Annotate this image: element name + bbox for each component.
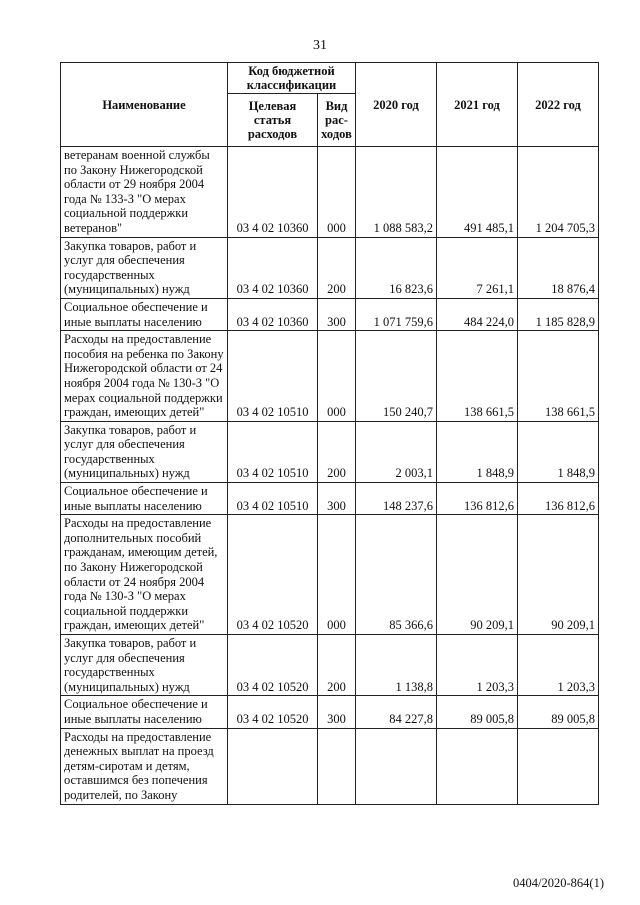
row-2020-cell: 1 071 759,6 bbox=[356, 298, 437, 330]
table-row bbox=[61, 331, 599, 422]
row-2021-cell: 491 485,1 bbox=[437, 147, 518, 238]
table-row bbox=[61, 237, 599, 298]
row-2021-cell: 136 812,6 bbox=[437, 483, 518, 515]
row-name-cell: Социальное обеспечение и иные выплаты населению bbox=[61, 483, 228, 515]
page-number: 31 bbox=[313, 38, 327, 53]
table-row bbox=[61, 696, 599, 728]
row-code-cell: 03 4 02 10520 bbox=[228, 635, 318, 696]
row-type-cell: 000 bbox=[318, 331, 356, 422]
row-code-cell: 03 4 02 10510 bbox=[228, 331, 318, 422]
row-code-cell: 03 4 02 10360 bbox=[228, 147, 318, 238]
table-row bbox=[61, 421, 599, 482]
row-type-cell: 200 bbox=[318, 635, 356, 696]
row-2021-cell: 90 209,1 bbox=[437, 515, 518, 635]
table-row bbox=[61, 483, 599, 515]
row-code-cell bbox=[228, 728, 318, 804]
header-target-article: Целевая статья расходов bbox=[228, 94, 318, 147]
row-name-cell: Расходы на предоставление дополнительных пособий гражданам, имеющим детей, по Закону Нижегородской области от 24 ноября 2004 года № 130-З "О мерах социальной поддержки граждан, имеющих детей" bbox=[61, 515, 228, 635]
row-type-cell: 300 bbox=[318, 298, 356, 330]
row-2020-cell: 1 088 583,2 bbox=[356, 147, 437, 238]
header-name: Наименование bbox=[61, 63, 228, 147]
row-2021-cell: 1 848,9 bbox=[437, 421, 518, 482]
row-2020-cell: 84 227,8 bbox=[356, 696, 437, 728]
row-2020-cell: 148 237,6 bbox=[356, 483, 437, 515]
table-row bbox=[61, 298, 599, 330]
row-2021-cell: 1 203,3 bbox=[437, 635, 518, 696]
row-2021-cell bbox=[437, 728, 518, 804]
table-row bbox=[61, 515, 599, 635]
row-2022-cell: 90 209,1 bbox=[518, 515, 599, 635]
row-name-cell: Закупка товаров, работ и услуг для обеспечения государственных (муниципальных) нужд bbox=[61, 421, 228, 482]
row-name-cell: Социальное обеспечение и иные выплаты населению bbox=[61, 696, 228, 728]
header-row bbox=[61, 63, 599, 94]
row-name-cell: Расходы на предоставление пособия на ребенка по Закону Нижегородской области от 24 ноября 2004 года № 130-З "О мерах социальной поддержки граждан, имеющих детей" bbox=[61, 331, 228, 422]
table-row bbox=[61, 728, 599, 804]
row-type-cell: 000 bbox=[318, 147, 356, 238]
row-code-cell: 03 4 02 10510 bbox=[228, 483, 318, 515]
row-name-cell: Социальное обеспечение и иные выплаты населению bbox=[61, 298, 228, 330]
row-2022-cell: 1 203,3 bbox=[518, 635, 599, 696]
row-type-cell: 300 bbox=[318, 696, 356, 728]
row-2020-cell: 85 366,6 bbox=[356, 515, 437, 635]
row-2022-cell: 1 848,9 bbox=[518, 421, 599, 482]
header-2022: 2022 год bbox=[518, 63, 599, 147]
row-type-cell bbox=[318, 728, 356, 804]
row-name-cell: Расходы на предоставление денежных выплат на проезд детям-сиротам и детям, оставшимся без попечения родителей, по Закону bbox=[61, 728, 228, 804]
document-code: 0404/2020-864(1) bbox=[513, 876, 604, 890]
row-2022-cell: 89 005,8 bbox=[518, 696, 599, 728]
row-2022-cell: 18 876,4 bbox=[518, 237, 599, 298]
row-type-cell: 200 bbox=[318, 421, 356, 482]
row-2020-cell bbox=[356, 728, 437, 804]
row-type-cell: 300 bbox=[318, 483, 356, 515]
row-2020-cell: 2 003,1 bbox=[356, 421, 437, 482]
row-name-cell: Закупка товаров, работ и услуг для обеспечения государственных (муниципальных) нужд bbox=[61, 635, 228, 696]
row-name-cell: Закупка товаров, работ и услуг для обеспечения государственных (муниципальных) нужд bbox=[61, 237, 228, 298]
row-2020-cell: 150 240,7 bbox=[356, 331, 437, 422]
row-2020-cell: 16 823,6 bbox=[356, 237, 437, 298]
table-body bbox=[61, 147, 599, 805]
row-2020-cell: 1 138,8 bbox=[356, 635, 437, 696]
row-code-cell: 03 4 02 10360 bbox=[228, 298, 318, 330]
row-code-cell: 03 4 02 10510 bbox=[228, 421, 318, 482]
header-2021: 2021 год bbox=[437, 63, 518, 147]
table-row bbox=[61, 635, 599, 696]
row-type-cell: 200 bbox=[318, 237, 356, 298]
row-code-cell: 03 4 02 10360 bbox=[228, 237, 318, 298]
row-2022-cell: 138 661,5 bbox=[518, 331, 599, 422]
header-expense-type: Вид рас-ходов bbox=[318, 94, 356, 147]
row-2022-cell: 1 185 828,9 bbox=[518, 298, 599, 330]
row-2022-cell: 136 812,6 bbox=[518, 483, 599, 515]
row-code-cell: 03 4 02 10520 bbox=[228, 515, 318, 635]
row-2022-cell: 1 204 705,3 bbox=[518, 147, 599, 238]
budget-table bbox=[60, 62, 599, 805]
row-code-cell: 03 4 02 10520 bbox=[228, 696, 318, 728]
table-row bbox=[61, 147, 599, 238]
row-2021-cell: 484 224,0 bbox=[437, 298, 518, 330]
row-name-cell: ветеранам военной службы по Закону Нижегородской области от 29 ноября 2004 года № 133-З "О мерах социальной поддержки ветеранов" bbox=[61, 147, 228, 238]
row-2021-cell: 138 661,5 bbox=[437, 331, 518, 422]
row-type-cell: 000 bbox=[318, 515, 356, 635]
row-2021-cell: 89 005,8 bbox=[437, 696, 518, 728]
row-2022-cell bbox=[518, 728, 599, 804]
header-classification: Код бюджетной классификации bbox=[228, 63, 356, 94]
row-2021-cell: 7 261,1 bbox=[437, 237, 518, 298]
header-2020: 2020 год bbox=[356, 63, 437, 147]
